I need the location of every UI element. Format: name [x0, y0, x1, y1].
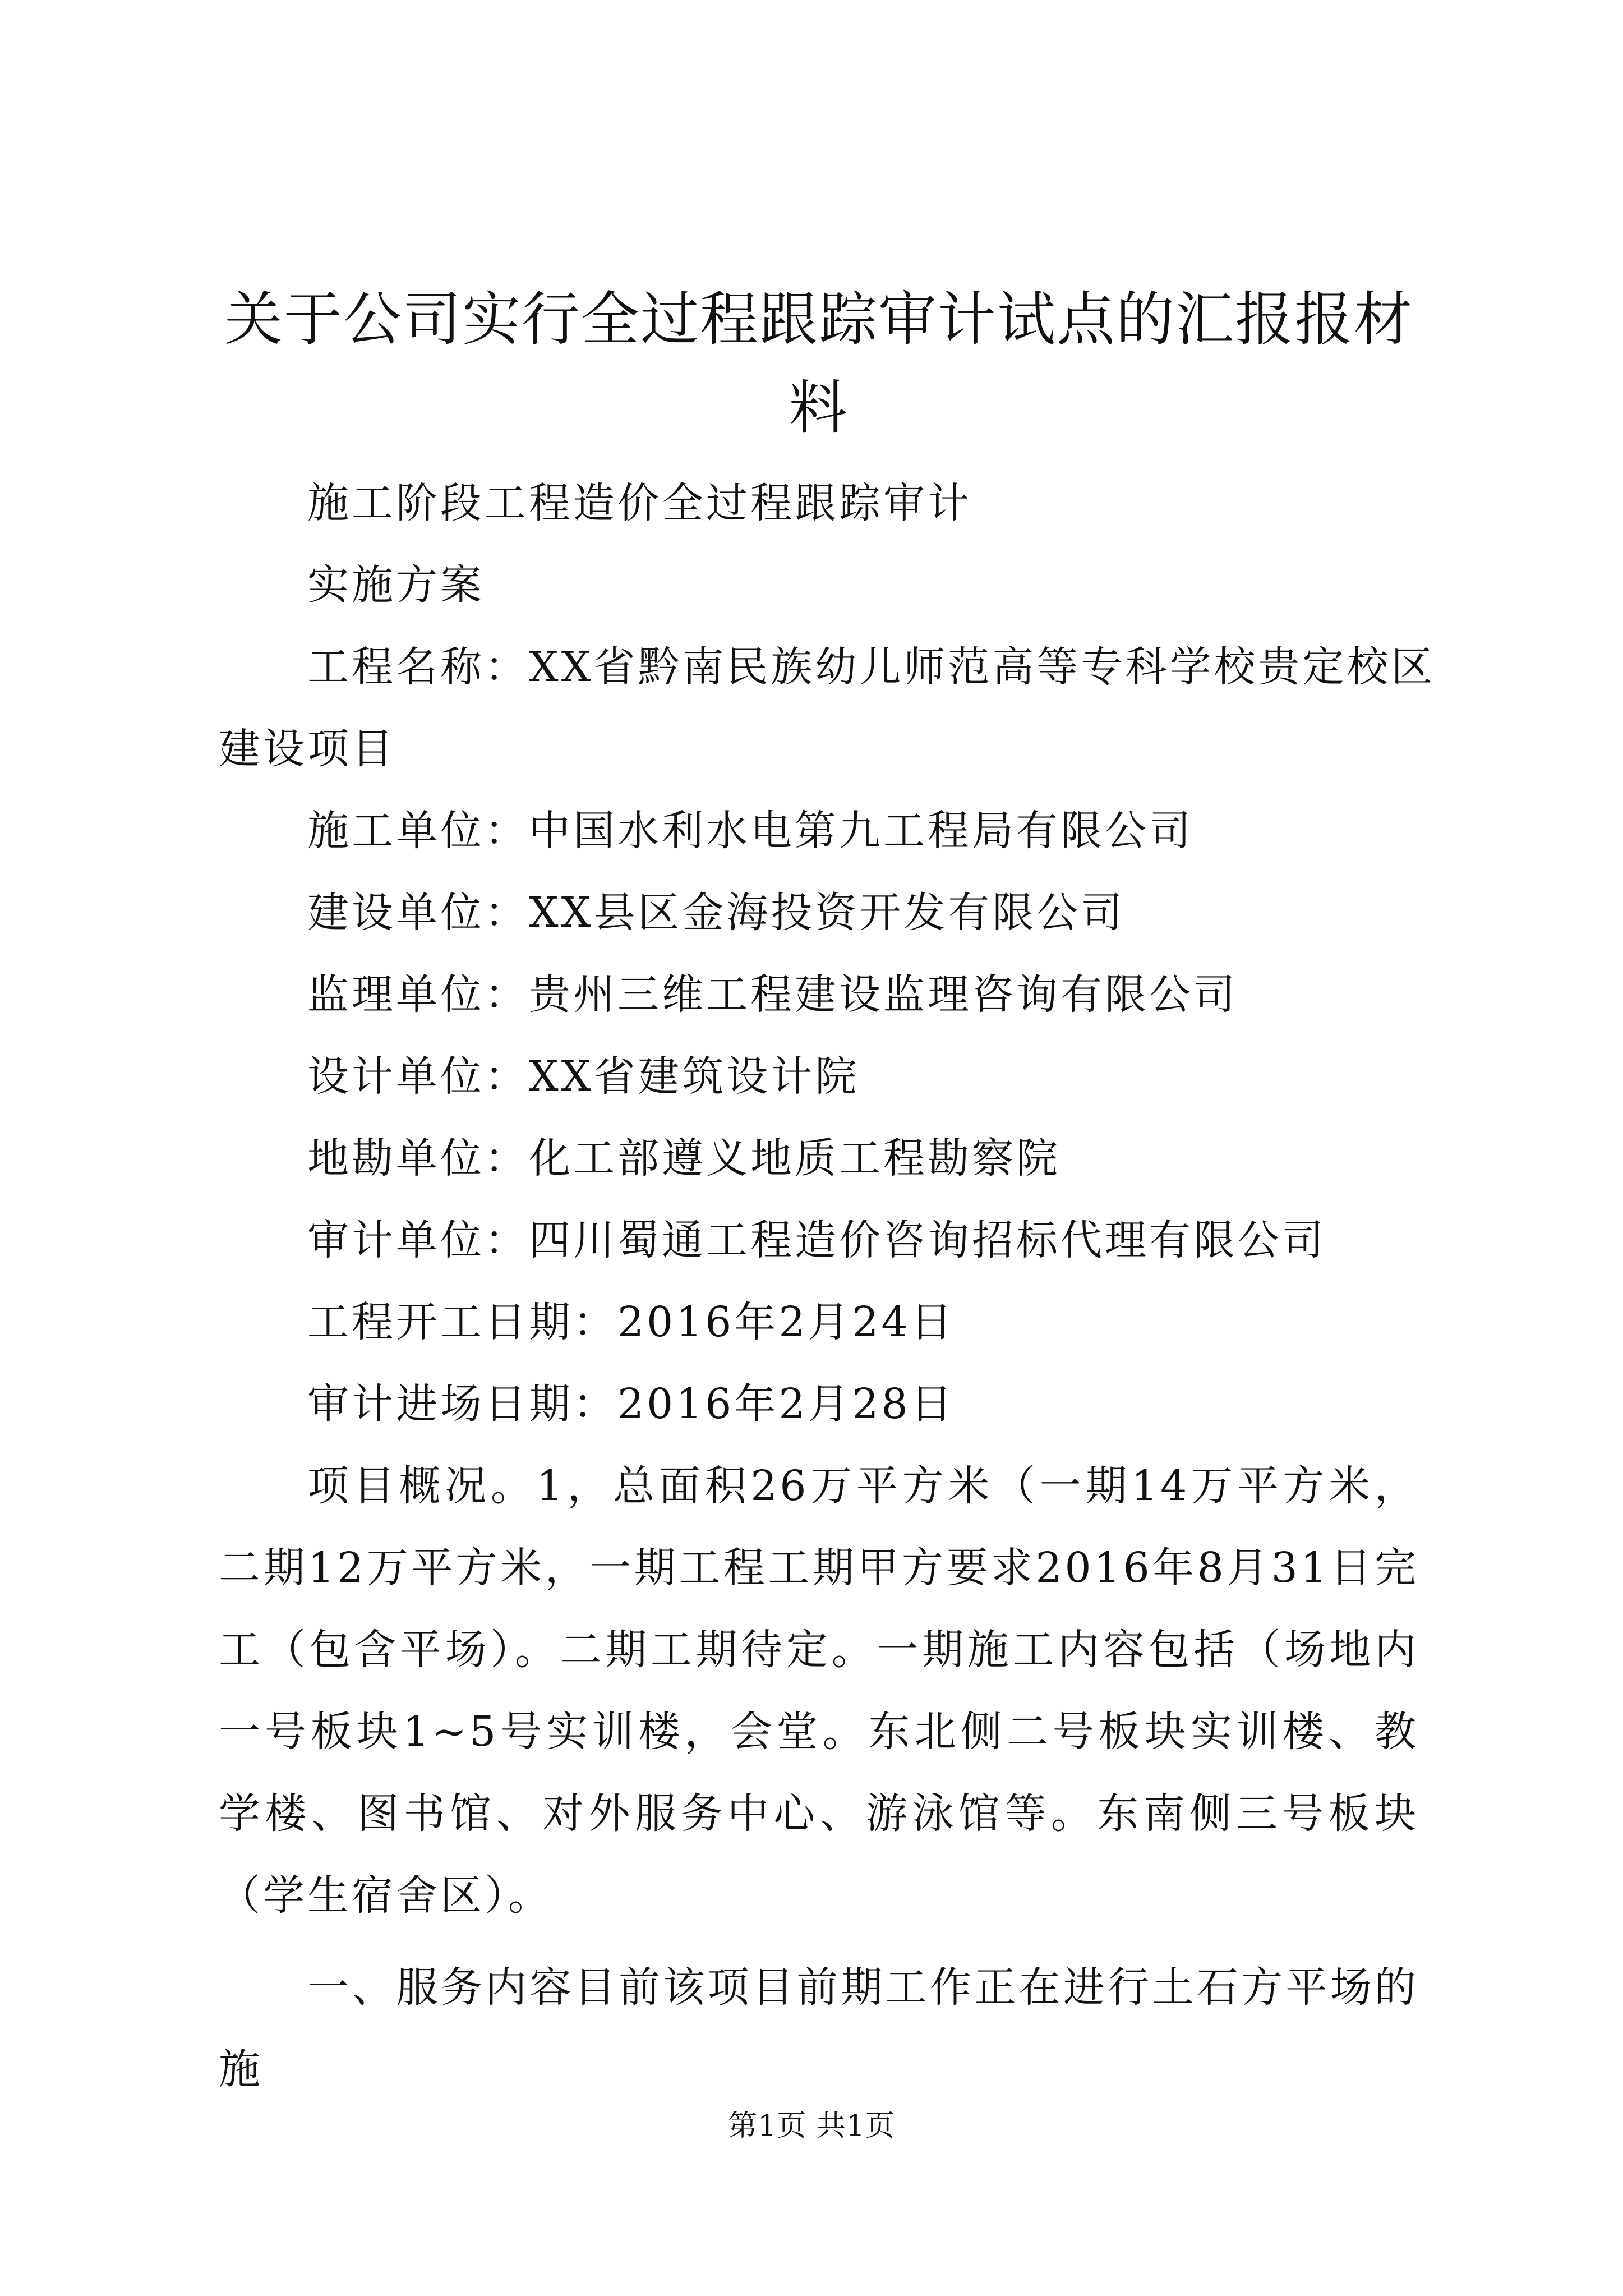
service-content-paragraph: 一、服务内容目前该项目前期工作正在进行土石方平场的施: [219, 1963, 1419, 2093]
page-footer: 第1页 共1页: [728, 2109, 895, 2143]
subtitle-line: 施工阶段工程造价全过程跟踪审计: [307, 479, 972, 527]
start-date: 工程开工日期：2016年2月24日: [307, 1298, 955, 1346]
audit-unit: 审计单位：四川蜀通工程造价咨询招标代理有限公司: [307, 1216, 1326, 1264]
document-body: [219, 275, 1436, 2110]
project-name-line: 工程名称：XX省黔南民族幼儿师范高等专科学校贵定校区: [307, 643, 1436, 691]
audit-entry-date: 审计进场日期：2016年2月28日: [307, 1380, 955, 1428]
document-title: 关于公司实行全过程跟踪审计试点的汇报报材料: [224, 285, 1413, 442]
owner-unit: 建设单位：XX县区金海投资开发有限公司: [307, 889, 1126, 937]
supervision-unit: 监理单位：贵州三维工程建设监理咨询有限公司: [307, 970, 1238, 1019]
design-unit: 设计单位：XX省建筑设计院: [307, 1052, 860, 1101]
survey-unit: 地勘单位：化工部遵义地质工程勘察院: [307, 1134, 1061, 1182]
plan-line: 实施方案: [307, 561, 485, 609]
project-name-continuation: 建设项目: [219, 725, 396, 773]
construction-unit: 施工单位：中国水利水电第九工程局有限公司: [307, 807, 1193, 855]
project-overview-paragraph: 项目概况。1，总面积26万平方米（一期14万平方米，二期12万平方米，一期工程工期甲方要求2016年8月31日完工（包含平场）。二期工期待定。一期施工内容包括（场地内一号板块1~5号实训楼，会堂。东北侧二号板块实训楼、教学楼、图书馆、对外服务中心、游泳馆等。东南侧三号板块（学生宿舍区）。: [219, 1462, 1419, 1920]
